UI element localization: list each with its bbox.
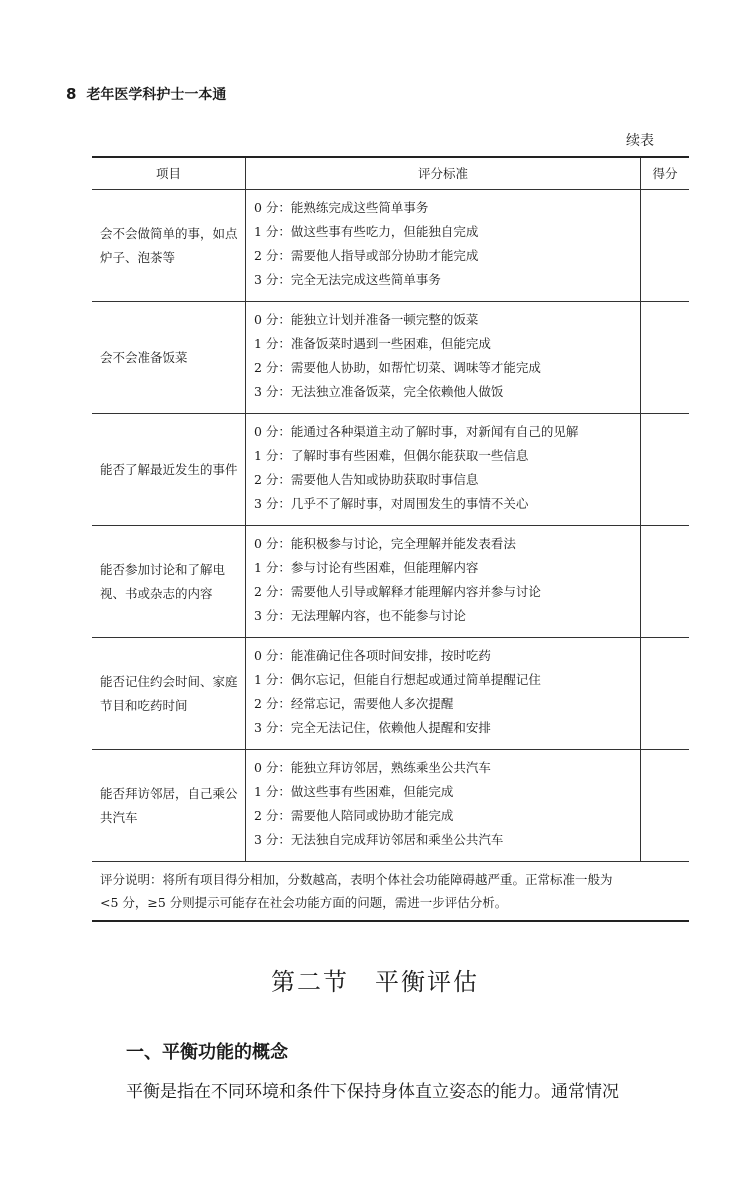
criteria-line: 3 分：几乎不了解时事，对周围发生的事情不关心 bbox=[254, 496, 529, 511]
column-header-item: 项目 bbox=[92, 157, 246, 190]
item-cell: 能否拜访邻居，自己乘公共汽车 bbox=[92, 750, 246, 862]
criteria-line: 1 分：了解时事有些困难，但偶尔能获取一些信息 bbox=[254, 448, 529, 463]
criteria-line: 0 分：能积极参与讨论，完全理解并能发表看法 bbox=[254, 536, 516, 551]
criteria-cell bbox=[246, 190, 641, 302]
table-row bbox=[92, 302, 689, 414]
item-cell: 会不会准备饭菜 bbox=[92, 302, 246, 414]
criteria-cell bbox=[246, 302, 641, 414]
criteria-line: 1 分：做这些事有些困难，但能完成 bbox=[254, 784, 454, 799]
table-row bbox=[92, 638, 689, 750]
score-cell bbox=[641, 750, 690, 862]
score-cell bbox=[641, 414, 690, 526]
score-cell bbox=[641, 190, 690, 302]
column-header-score: 得分 bbox=[641, 157, 690, 190]
criteria-line: 1 分：做这些事有些吃力，但能独自完成 bbox=[254, 224, 479, 239]
criteria-line: 1 分：参与讨论有些困难，但能理解内容 bbox=[254, 560, 479, 575]
table-row bbox=[92, 526, 689, 638]
section-title: 第二节 平衡评估 bbox=[271, 968, 479, 996]
criteria-cell bbox=[246, 638, 641, 750]
item-cell: 会不会做简单的事，如点炉子、泡茶等 bbox=[92, 190, 246, 302]
criteria-line: 0 分：能独立计划并准备一顿完整的饭菜 bbox=[254, 312, 479, 327]
criteria-line: 2 分：经常忘记，需要他人多次提醒 bbox=[254, 696, 454, 711]
criteria-line: 0 分：能熟练完成这些简单事务 bbox=[254, 200, 429, 215]
page-number: 8 bbox=[66, 85, 77, 103]
criteria-line: 1 分：准备饭菜时遇到一些困难，但能完成 bbox=[254, 336, 491, 351]
criteria-line: 3 分：完全无法记住，依赖他人提醒和安排 bbox=[254, 720, 491, 735]
table-row bbox=[92, 190, 689, 302]
score-cell bbox=[641, 302, 690, 414]
item-cell: 能否记住约会时间、家庭节目和吃药时间 bbox=[92, 638, 246, 750]
criteria-cell bbox=[246, 526, 641, 638]
criteria-line: 2 分：需要他人协助，如帮忙切菜、调味等才能完成 bbox=[254, 360, 541, 375]
item-cell: 能否了解最近发生的事件 bbox=[92, 414, 246, 526]
criteria-line: 2 分：需要他人指导或部分协助才能完成 bbox=[254, 248, 479, 263]
scoring-note-line: 评分说明：将所有项目得分相加，分数越高，表明个体社会功能障碍越严重。正常标准一般为 bbox=[100, 872, 613, 887]
criteria-line: 3 分：无法独立准备饭菜，完全依赖他人做饭 bbox=[254, 384, 504, 399]
criteria-line: 2 分：需要他人告知或协助获取时事信息 bbox=[254, 472, 479, 487]
criteria-line: 0 分：能准确记住各项时间安排，按时吃药 bbox=[254, 648, 491, 663]
scoring-note-line: <5 分，≥5 分则提示可能存在社会功能方面的问题，需进一步评估分析。 bbox=[100, 895, 508, 910]
table-row bbox=[92, 414, 689, 526]
column-header-criteria: 评分标准 bbox=[246, 157, 641, 190]
criteria-line: 3 分：无法独自完成拜访邻居和乘坐公共汽车 bbox=[254, 832, 504, 847]
score-cell bbox=[641, 638, 690, 750]
score-cell bbox=[641, 526, 690, 638]
book-title: 老年医学科护士一本通 bbox=[86, 87, 227, 103]
criteria-line: 2 分：需要他人引导或解释才能理解内容并参与讨论 bbox=[254, 584, 541, 599]
criteria-line: 0 分：能通过各种渠道主动了解时事，对新闻有自己的见解 bbox=[254, 424, 579, 439]
criteria-cell bbox=[246, 414, 641, 526]
table-note-row bbox=[92, 862, 689, 922]
criteria-line: 3 分：完全无法完成这些简单事务 bbox=[254, 272, 441, 287]
table-row bbox=[92, 750, 689, 862]
criteria-line: 0 分：能独立拜访邻居，熟练乘坐公共汽车 bbox=[254, 760, 491, 775]
criteria-line: 3 分：无法理解内容，也不能参与讨论 bbox=[254, 608, 466, 623]
subsection-heading: 一、平衡功能的概念 bbox=[126, 1042, 288, 1063]
continued-label: 续表 bbox=[626, 133, 654, 149]
body-paragraph: 平衡是指在不同环境和条件下保持身体直立姿态的能力。通常情况 bbox=[126, 1082, 619, 1102]
criteria-line: 2 分：需要他人陪同或协助才能完成 bbox=[254, 808, 454, 823]
criteria-line: 1 分：偶尔忘记，但能自行想起或通过简单提醒记住 bbox=[254, 672, 541, 687]
criteria-cell bbox=[246, 750, 641, 862]
page-header bbox=[66, 84, 226, 104]
table-header-row bbox=[92, 157, 689, 190]
assessment-table bbox=[92, 156, 689, 922]
item-cell: 能否参加讨论和了解电视、书或杂志的内容 bbox=[92, 526, 246, 638]
scoring-note bbox=[92, 862, 689, 922]
